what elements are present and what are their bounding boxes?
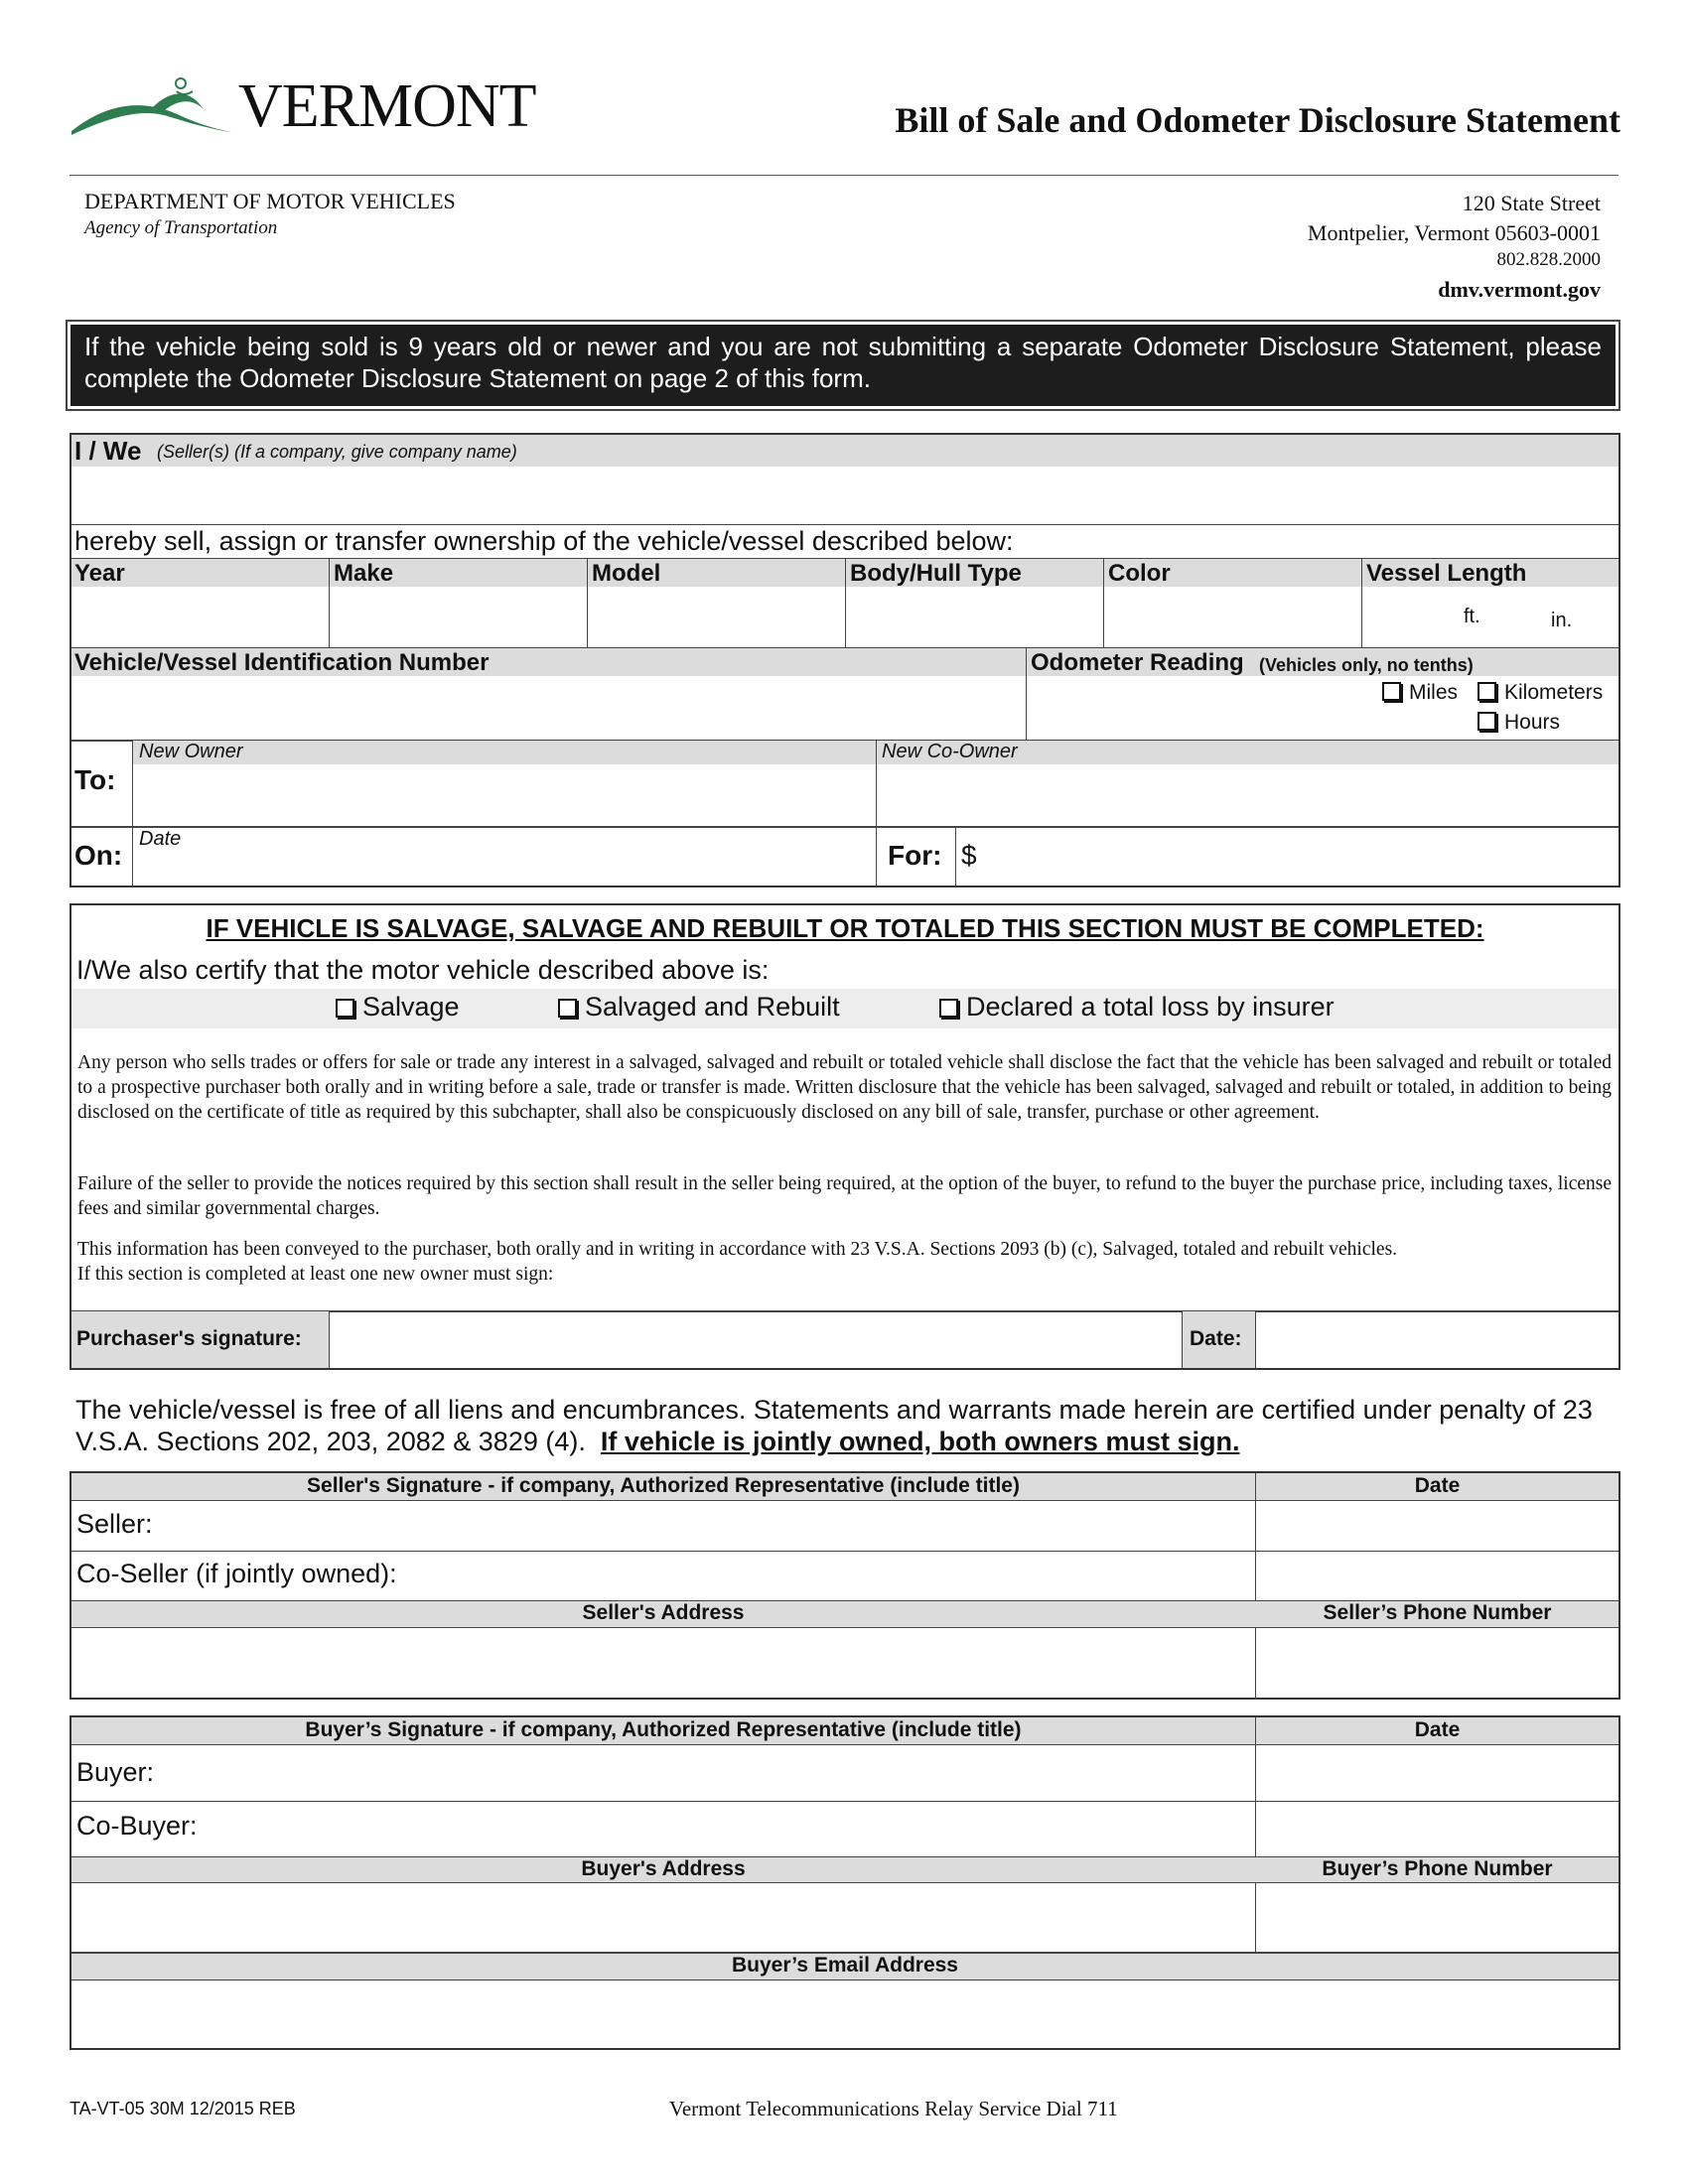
salvage-title: IF VEHICLE IS SALVAGE, SALVAGE AND REBUILT OR TOTALED THIS SECTION MUST BE COMPLETED: [206, 913, 1484, 943]
miles-label: Miles [1409, 681, 1459, 704]
hours-checkbox[interactable] [1477, 712, 1496, 731]
new-owner-field[interactable] [133, 765, 875, 825]
relay-service-note: Vermont Telecommunications Relay Service Dial 711 [669, 2097, 1118, 2120]
on-label: On: [74, 840, 123, 871]
purchaser-date-field[interactable] [1256, 1312, 1618, 1368]
odometer-notice-text: If the vehicle being sold is 9 years old or newer and you are not submitting a separate Odometer Disclosure Statement, please complete the Odometer Disclosure Statement on page 2 of this form. [70, 325, 1616, 406]
co-seller-date-field[interactable] [1256, 1552, 1618, 1599]
buyer-signature-field[interactable] [161, 1745, 1253, 1800]
col-vessel-length: Vessel Length [1366, 560, 1527, 587]
co-buyer-signature-field[interactable] [201, 1802, 1253, 1855]
seller-signature-table [70, 1471, 1620, 1700]
odometer-notice [66, 320, 1620, 411]
new-owner-label: New Owner [139, 741, 243, 762]
seller-failure-paragraph: Failure of the seller to provide the notices required by this section shall result in the seller being required, at the option of the buyer, to refund to the buyer the purchase price, including taxes, license fees and similar governmental charges. [77, 1173, 1612, 1219]
seller-phone-field[interactable] [1256, 1628, 1618, 1698]
new-co-owner-label: New Co-Owner [882, 741, 1018, 762]
body-hull-field[interactable] [846, 587, 1103, 646]
department-name: DEPARTMENT OF MOTOR VEHICLES [84, 189, 456, 213]
salvage-checkbox[interactable] [336, 999, 354, 1018]
vin-field[interactable] [71, 677, 1025, 739]
hours-label: Hours [1504, 711, 1561, 734]
col-year: Year [74, 560, 125, 587]
total-loss-checkbox[interactable] [939, 999, 958, 1018]
liens-statement [75, 1394, 1624, 1457]
buyer-address-header: Buyer's Address [581, 1857, 746, 1880]
buyer-address-field[interactable] [71, 1883, 1254, 1951]
seller-signature-field[interactable] [151, 1501, 1253, 1550]
form-id: TA-VT-05 30M 12/2015 REB [70, 2099, 296, 2118]
seller-date-header: Date [1414, 1474, 1461, 1497]
buyer-date-header: Date [1414, 1718, 1461, 1741]
kilometers-checkbox[interactable] [1477, 682, 1496, 701]
total-loss-label: Declared a total loss by insurer [966, 992, 1335, 1022]
co-seller-signature-field[interactable] [409, 1552, 1253, 1599]
buyer-signature-table [70, 1715, 1620, 2050]
co-buyer-label: Co-Buyer: [76, 1811, 198, 1841]
buyer-email-field[interactable] [71, 1980, 1618, 2048]
to-label: To: [74, 764, 116, 795]
salvage-option-label: Salvage [362, 992, 460, 1022]
col-make: Make [334, 560, 394, 587]
agency-name: Agency of Transportation [84, 217, 278, 238]
year-field[interactable] [71, 587, 329, 646]
sale-date-field[interactable] [133, 852, 875, 886]
kilometers-label: Kilometers [1504, 681, 1604, 704]
col-model: Model [592, 560, 661, 587]
seller-address-header: Seller's Address [582, 1601, 745, 1624]
salvage-certify: I/We also certify that the motor vehicle described above is: [76, 955, 770, 985]
mountain-logo-icon [70, 69, 238, 149]
inches-unit: in. [1551, 610, 1573, 631]
form-title: Bill of Sale and Odometer Disclosure Statement [895, 100, 1620, 140]
divider [955, 827, 956, 887]
vin-label: Vehicle/Vessel Identification Number [74, 649, 490, 676]
vermont-logo [70, 69, 546, 149]
for-label: For: [888, 840, 942, 871]
buyer-date-field[interactable] [1256, 1745, 1618, 1800]
make-field[interactable] [330, 587, 587, 646]
salvaged-rebuilt-option[interactable] [558, 992, 840, 1023]
header-divider [70, 175, 1618, 176]
model-field[interactable] [588, 587, 845, 646]
miles-checkbox[interactable] [1382, 682, 1401, 701]
co-seller-label: Co-Seller (if jointly owned): [76, 1559, 397, 1588]
purchaser-signature-label: Purchaser's signature: [76, 1327, 302, 1350]
odometer-label: Odometer Reading [1031, 649, 1244, 676]
purchaser-date-label: Date: [1190, 1327, 1242, 1350]
divider [71, 826, 1618, 828]
transfer-statement: hereby sell, assign or transfer ownership of the vehicle/vessel described below: [74, 526, 1014, 556]
vehicle-transfer-section [70, 433, 1620, 887]
hours-option[interactable] [1477, 711, 1560, 735]
seller-date-field[interactable] [1256, 1501, 1618, 1550]
seller-address-field[interactable] [71, 1628, 1254, 1698]
seller-label: Seller: [76, 1509, 153, 1539]
feet-unit: ft. [1464, 606, 1480, 627]
sale-price-field[interactable] [985, 832, 1617, 886]
total-loss-option[interactable] [939, 992, 1335, 1023]
kilometers-option[interactable] [1477, 681, 1603, 705]
col-color: Color [1108, 560, 1171, 587]
seller-sig-header: Seller's Signature - if company, Authorized Representative (include title) [307, 1474, 1020, 1497]
seller-phone-header: Seller’s Phone Number [1323, 1601, 1552, 1624]
divider [71, 524, 1618, 525]
seller-name-field[interactable] [71, 467, 1618, 524]
date-label: Date [139, 828, 182, 850]
dmv-address [1308, 189, 1601, 308]
salvaged-rebuilt-checkbox[interactable] [558, 999, 577, 1018]
co-buyer-date-field[interactable] [1256, 1802, 1618, 1855]
website-link[interactable]: dmv.vermont.gov [1438, 277, 1601, 302]
new-co-owner-field[interactable] [877, 765, 1618, 825]
address-city: Montpelier, Vermont 05603-0001 [1307, 220, 1601, 245]
salvage-options [71, 989, 1618, 1028]
salvaged-rebuilt-label: Salvaged and Rebuilt [585, 992, 840, 1022]
buyer-label: Buyer: [76, 1757, 155, 1787]
miles-option[interactable] [1382, 681, 1458, 705]
dollar-sign: $ [961, 840, 977, 871]
buyer-sig-header: Buyer’s Signature - if company, Authorized Representative (include title) [305, 1718, 1022, 1741]
buyer-email-header: Buyer’s Email Address [732, 1954, 958, 1977]
col-body-hull: Body/Hull Type [850, 560, 1022, 587]
buyer-phone-header: Buyer’s Phone Number [1322, 1857, 1553, 1880]
vessel-length-field[interactable] [1362, 587, 1618, 646]
odometer-note: (Vehicles only, no tenths) [1259, 655, 1474, 675]
liens-text: The vehicle/vessel is free of all liens and encumbrances. Statements and warrants made herein are certified under penalty of 23 V.S.A. Sections 202, 203, 2082 & 3829 (4). [75, 1395, 1593, 1456]
address-phone: 802.828.2000 [1496, 249, 1601, 270]
divider [1026, 648, 1027, 740]
salvage-disclosure-paragraph: Any person who sells trades or offers for sale or trade any interest in a salvaged, salvaged and rebuilt or totaled vehicle shall disclose the fact that the vehicle has been salvaged and rebuilt or totaled to a prospective purchaser both orally and in writing before a sale, trade or transfer is made. Written disclosure that the vehicle has been salvaged, salvaged and rebuilt or totaled, in addition to being disclosed on the certificate of title as required by this subchapter, shall also be conspicuously disclosed on any bill of sale, transfer, purchase or other agreement. [77, 1052, 1612, 1123]
salvage-option[interactable] [336, 992, 460, 1023]
iwe-label: I / We [74, 436, 142, 466]
joint-owners-warning: If vehicle is jointly owned, both owners must sign. [600, 1427, 1240, 1456]
salvage-section [70, 903, 1620, 1370]
new-owner-sign-note: If this section is completed at least one new owner must sign: [77, 1264, 554, 1285]
buyer-phone-field[interactable] [1256, 1883, 1618, 1951]
iwe-note: (Seller(s) (If a company, give company name) [157, 442, 517, 462]
color-field[interactable] [1104, 587, 1361, 646]
logo-wordmark: VERMONT [238, 72, 536, 140]
address-street: 120 State Street [1462, 191, 1601, 215]
conveyed-paragraph: This information has been conveyed to the purchaser, both orally and in writing in accordance with 23 V.S.A. Sections 2093 (b) (c), Salvaged, totaled and rebuilt vehicles. [77, 1239, 1398, 1260]
